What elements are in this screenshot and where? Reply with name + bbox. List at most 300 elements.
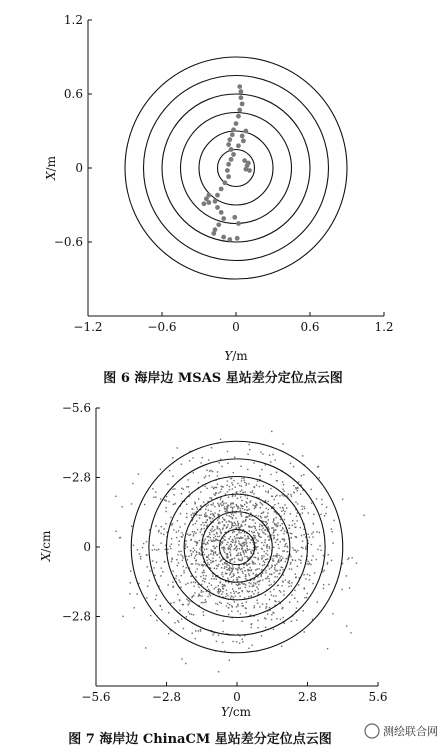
fig7-data-point [271,431,272,432]
fig7-data-point [277,480,278,481]
fig7-data-point [187,583,188,584]
fig7-data-point [233,597,234,598]
fig7-data-point [236,606,237,607]
fig7-data-point [231,611,232,612]
fig7-data-point [293,492,294,493]
fig6-data-point [219,210,224,215]
fig7-data-point [216,526,217,527]
fig7-data-point [225,508,226,509]
fig7-data-point [156,562,157,563]
fig7-data-point [262,572,263,573]
fig7-data-point [221,466,222,467]
fig7-data-point [273,589,274,590]
fig7-data-point [183,570,184,571]
fig7-data-point [199,564,200,565]
fig7-data-point [259,529,260,530]
fig7-data-point [284,519,285,520]
fig7-data-point [257,620,258,621]
fig7-data-point [181,575,182,576]
fig7-data-point [224,536,225,537]
fig7-data-point [241,548,242,549]
fig7-y-ticks [62,401,100,624]
fig7-data-point [196,554,197,555]
fig7-data-point [226,590,227,591]
fig7-data-point [260,575,261,576]
fig7-data-point [195,533,196,534]
fig7-data-point [324,515,325,516]
fig7-data-point [239,560,240,561]
fig7-data-point [194,541,195,542]
fig7-data-point [283,484,284,485]
fig7-data-point [153,497,154,498]
fig7-data-point [172,489,173,490]
fig7-data-point [226,514,227,515]
fig7-data-point [262,565,263,566]
fig7-data-point [312,536,313,537]
fig7-data-point [316,498,317,499]
fig7-data-point [171,543,172,544]
fig7-data-point [234,595,235,596]
fig7-data-point [200,505,201,506]
fig7-data-point [255,530,256,531]
fig7-data-point [276,524,277,525]
fig7-data-point [184,523,185,524]
fig7-data-point [349,587,350,588]
fig6-data-point [221,235,226,240]
fig7-data-point [234,548,235,549]
fig7-data-point [268,519,269,520]
fig7-data-point [283,590,284,591]
fig7-data-point [262,532,263,533]
fig7-data-point [285,579,286,580]
fig6-data-point [236,221,241,226]
fig7-data-point [156,549,157,550]
fig7-data-point [138,473,139,474]
fig7-data-point [266,559,267,560]
fig7-data-point [234,558,235,559]
fig7-data-point [284,540,285,541]
fig7-data-point [257,532,258,533]
fig7-data-point [272,612,273,613]
fig7-data-point [251,595,252,596]
fig7-data-point [320,514,321,515]
fig7-data-point [232,517,233,518]
fig7-data-point [211,447,212,448]
fig7-data-point [287,582,288,583]
fig7-data-point [228,545,229,546]
fig7-data-point [342,563,343,564]
fig7-data-point [301,547,302,548]
fig7-data-point [246,548,247,549]
fig7-data-point [200,531,201,532]
fig7-data-point [191,614,192,615]
fig7-data-point [205,578,206,579]
fig7-data-point [242,641,243,642]
fig7-data-point [234,487,235,488]
fig7-data-point [240,587,241,588]
fig7-data-point [185,567,186,568]
fig7-data-point [237,521,238,522]
fig7-data-point [182,560,183,561]
fig7-data-point [237,604,238,605]
fig7-data-point [212,558,213,559]
fig7-data-point [282,538,283,539]
fig7-data-point [208,589,209,590]
fig7-data-point [229,489,230,490]
fig7-data-point [191,582,192,583]
fig7-data-point [235,518,236,519]
fig7-data-point [249,518,250,519]
fig7-data-point [275,570,276,571]
fig7-data-point [279,495,280,496]
fig7-data-point [278,561,279,562]
fig7-data-point [200,630,201,631]
fig7-data-point [250,500,251,501]
fig6-data-point [215,193,220,198]
fig7-data-point [226,573,227,574]
fig7-data-point [218,504,219,505]
fig7-data-point [253,593,254,594]
fig7-data-point [227,564,228,565]
fig7-data-point [309,575,310,576]
fig6-data-point [236,114,241,119]
fig7-data-point [181,464,182,465]
fig7-data-point [257,546,258,547]
fig7-data-point [312,555,313,556]
fig7-data-point [298,481,299,482]
fig7-data-point [200,462,201,463]
fig7-data-point [245,543,246,544]
fig7-data-point [290,533,291,534]
fig7-data-point [255,569,256,570]
fig7-data-point [195,582,196,583]
fig7-data-point [254,605,255,606]
fig7-data-point [255,557,256,558]
fig7-data-point [230,504,231,505]
fig7-data-point [238,555,239,556]
fig7-data-point [236,537,237,538]
fig7-data-point [223,550,224,551]
fig7-data-point [206,506,207,507]
fig7-data-point [231,503,232,504]
fig7-data-point [251,627,252,628]
fig7-data-point [163,528,164,529]
fig7-data-point [186,540,187,541]
fig7-data-point [192,596,193,597]
fig7-data-point [240,513,241,514]
fig7-data-point [259,536,260,537]
fig6-data-point [213,199,218,204]
fig7-data-point [208,558,209,559]
fig7-data-point [213,545,214,546]
fig7-data-point [300,527,301,528]
fig7-data-point [185,556,186,557]
fig7-data-point [210,521,211,522]
fig7-data-point [227,595,228,596]
fig7-data-point [165,511,166,512]
fig7-data-point [213,530,214,531]
fig7-data-point [332,613,333,614]
fig7-data-point [291,594,292,595]
fig7-data-point [239,596,240,597]
fig7-data-point [232,542,233,543]
fig7-data-point [191,514,192,515]
fig7-data-point [259,526,260,527]
fig7-data-point [238,537,239,538]
fig7-data-point [244,480,245,481]
fig7-data-point [220,603,221,604]
fig7-data-point [222,584,223,585]
fig7-data-point [264,564,265,565]
fig7-data-point [267,516,268,517]
fig7-data-point [212,518,213,519]
fig7-data-point [161,609,162,610]
fig7-data-point [179,581,180,582]
fig7-data-point [212,471,213,472]
fig7-data-point [296,516,297,517]
fig7-data-point [219,535,220,536]
fig7-data-point [190,539,191,540]
fig7-data-point [278,503,279,504]
fig7-data-point [258,534,259,535]
fig7-data-point [172,570,173,571]
fig7-data-point [228,607,229,608]
fig7-data-point [225,493,226,494]
fig6-data-point [235,236,240,241]
fig7-data-point [233,515,234,516]
fig7-data-point [297,520,298,521]
fig7-data-point [263,551,264,552]
fig7-data-point [260,502,261,503]
fig7-data-point [172,457,173,458]
fig6-data-point [226,174,231,179]
fig7-data-point [297,601,298,602]
fig7-data-point [284,539,285,540]
fig7-data-point [173,504,174,505]
fig7-data-point [269,607,270,608]
fig7-data-point [240,508,241,509]
fig7-data-point [196,543,197,544]
fig7-data-point [230,536,231,537]
fig7-data-point [321,504,322,505]
fig7-data-point [280,525,281,526]
fig7-data-point [211,531,212,532]
fig7-data-point [237,548,238,549]
fig7-data-point [306,597,307,598]
fig7-data-point [253,519,254,520]
fig7-data-point [133,545,134,546]
fig7-data-point [221,559,222,560]
fig7-data-point [286,507,287,508]
fig7-data-point [274,459,275,460]
fig7-data-point [228,521,229,522]
fig7-data-point [194,501,195,502]
fig7-data-point [256,600,257,601]
fig7-data-point [161,533,162,534]
fig7-data-point [222,642,223,643]
fig6-data-point [240,134,245,139]
fig7-data-point [247,570,248,571]
fig7-data-point [240,536,241,537]
fig7-data-point [185,663,186,664]
fig7-data-point [257,540,258,541]
fig7-data-point [244,509,245,510]
fig7-data-point [232,606,233,607]
fig7-data-point [209,532,210,533]
fig7-data-point [266,524,267,525]
fig7-data-point [211,585,212,586]
fig7-data-point [220,589,221,590]
fig7-data-point [170,548,171,549]
fig6-x-tick-label: 0 [232,320,240,334]
fig7-data-point [227,463,228,464]
fig7-data-point [180,513,181,514]
fig6-caption: 图 6 海岸边 MSAS 星站差分定位点云图 [103,371,343,386]
fig7-data-point [219,510,220,511]
fig6-data-point [239,95,244,100]
fig7-data-point [298,584,299,585]
fig7-data-point [239,592,240,593]
fig7-data-point [242,522,243,523]
fig7-data-point [217,475,218,476]
fig7-data-point [242,571,243,572]
fig7-data-point [295,576,296,577]
fig7-data-point [236,555,237,556]
fig7-data-point [240,504,241,505]
fig7-data-point [265,491,266,492]
fig7-data-point [152,560,153,561]
fig7-data-point [216,532,217,533]
fig7-data-point [281,646,282,647]
fig7-data-point [193,472,194,473]
fig7-data-point [204,581,205,582]
fig7-data-point [196,551,197,552]
fig7-data-point [234,536,235,537]
fig7-data-point [212,561,213,562]
fig7-data-point [325,513,326,514]
fig7-data-point [203,501,204,502]
fig7-data-point [195,523,196,524]
fig7-data-point [204,516,205,517]
fig7-data-point [268,526,269,527]
fig7-x-tick-label: 5.6 [368,690,388,704]
fig7-data-point [191,555,192,556]
fig7-data-point [254,508,255,509]
fig7-data-point [140,558,141,559]
fig7-data-point [188,535,189,536]
fig7-data-point [235,495,236,496]
fig7-data-point [285,558,286,559]
fig7-data-point [171,557,172,558]
fig7-data-point [245,576,246,577]
fig7-data-point [226,566,227,567]
fig6-ring [181,113,292,224]
fig7-data-point [220,529,221,530]
fig7-data-point [217,565,218,566]
fig6-x-tick-label: 0.6 [300,320,320,334]
fig7-data-point [187,604,188,605]
fig7-data-point [323,555,324,556]
fig7-data-point [277,576,278,577]
fig7-data-point [350,632,351,633]
fig7-data-point [200,576,201,577]
fig7-data-point [285,561,286,562]
fig7-data-point [202,602,203,603]
fig7-data-point [267,576,268,577]
fig7-data-point [241,603,242,604]
fig7-data-point [326,507,327,508]
fig7-data-point [271,614,272,615]
fig7-data-point [295,560,296,561]
fig7-data-point [208,510,209,511]
fig7-data-point [192,551,193,552]
fig7-data-point [199,515,200,516]
fig7-data-point [214,541,215,542]
fig7-data-point [290,463,291,464]
fig6-circles [125,57,347,279]
fig7-data-point [160,469,161,470]
fig7-data-point [320,550,321,551]
fig7-data-point [195,630,196,631]
fig7-data-point [281,511,282,512]
fig7-data-point [282,443,283,444]
fig7-data-point [304,508,305,509]
fig7-data-point [265,553,266,554]
fig7-data-point [122,506,123,507]
fig7-data-point [262,603,263,604]
fig7-data-point [242,508,243,509]
fig7-data-point [241,480,242,481]
fig7-data-point [255,503,256,504]
fig7-data-point [206,515,207,516]
fig7-data-point [226,593,227,594]
fig7-data-point [222,543,223,544]
fig7-data-point [275,529,276,530]
fig7-data-point [274,567,275,568]
fig6-data-point [234,121,239,126]
fig7-data-point [237,572,238,573]
fig7-data-point [261,555,262,556]
fig7-data-point [282,607,283,608]
fig7-data-point [215,551,216,552]
fig7-data-point [213,553,214,554]
fig7-data-point [303,474,304,475]
fig7-data-point [245,517,246,518]
fig7-data-point [173,529,174,530]
fig7-data-point [303,506,304,507]
fig7-data-point [217,484,218,485]
fig7-data-point [236,577,237,578]
fig7-data-point [168,612,169,613]
fig7-data-point [194,531,195,532]
fig7-data-point [257,559,258,560]
fig7-data-point [187,559,188,560]
fig7-data-point [252,504,253,505]
fig7-data-point [266,508,267,509]
fig7-data-point [276,472,277,473]
fig7-data-point [173,602,174,603]
fig7-data-point [311,502,312,503]
fig7-data-point [255,583,256,584]
fig7-data-point [282,528,283,529]
fig7-data-point [258,558,259,559]
fig7-data-point [245,612,246,613]
fig7-data-point [222,538,223,539]
fig7-data-point [225,596,226,597]
fig7-data-point [249,567,250,568]
fig7-data-point [295,487,296,488]
fig7-data-point [201,591,202,592]
